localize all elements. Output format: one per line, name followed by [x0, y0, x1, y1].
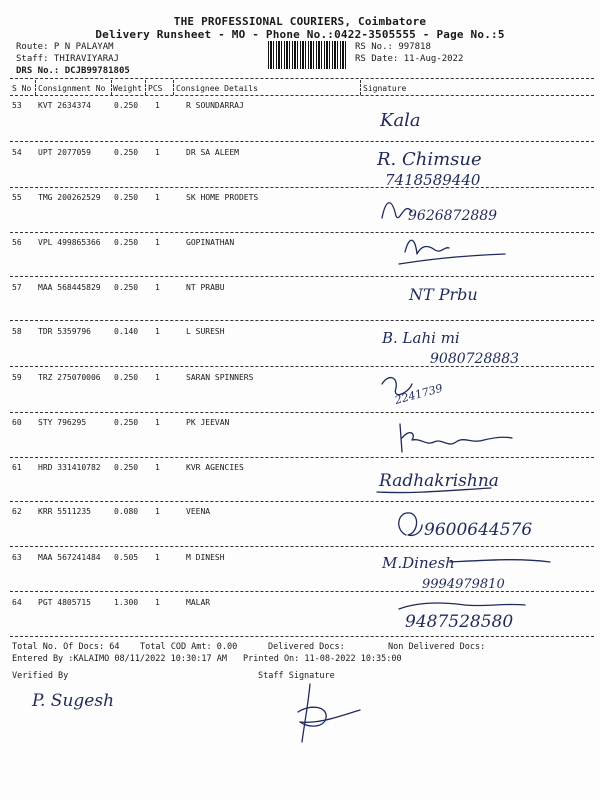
svg-text:9626872889: 9626872889: [408, 208, 498, 224]
row-weight: 0.250: [114, 418, 139, 427]
row-consignment: VPL 499865366: [38, 238, 101, 247]
delivered-docs: Delivered Docs:: [268, 642, 345, 652]
row-sno: 58: [12, 327, 22, 336]
row-consignment: KVT 2634374: [38, 101, 91, 110]
col-header-consignee: Consignee Details: [176, 84, 258, 93]
row-weight: 0.250: [114, 373, 139, 382]
row-sno: 56: [12, 238, 22, 247]
barcode-image: [268, 41, 348, 69]
signature-image: [395, 595, 555, 635]
row-pcs: 1: [155, 553, 160, 562]
svg-text:9080728883: 9080728883: [430, 351, 520, 367]
row-divider: [10, 141, 594, 142]
row-consignment: KRR 5511235: [38, 507, 91, 516]
row-pcs: 1: [155, 507, 160, 516]
staff-label: Staff: THIRAVIYARAJ: [16, 54, 119, 64]
svg-text:7418589440: 7418589440: [385, 171, 481, 189]
row-pcs: 1: [155, 598, 160, 607]
row-consignment: TDR 5359796: [38, 327, 91, 336]
row-consignee: MALAR: [186, 598, 211, 607]
verified-signature-image: [28, 680, 148, 720]
row-consignee: R SOUNDARRAJ: [186, 101, 244, 110]
header-bottom-rule: [10, 95, 594, 96]
signature-image: [395, 232, 515, 272]
row-consignment: TMG 200262529: [38, 193, 101, 202]
row-consignee: SK HOME PRODETS: [186, 193, 259, 202]
col-divider: [360, 80, 361, 95]
row-sno: 59: [12, 373, 22, 382]
non-delivered-docs: Non Delivered Docs:: [388, 642, 486, 652]
row-pcs: 1: [155, 148, 160, 157]
row-weight: 0.250: [114, 148, 139, 157]
row-pcs: 1: [155, 418, 160, 427]
row-consignee: M DINESH: [186, 553, 225, 562]
row-consignment: MAA 567241484: [38, 553, 101, 562]
rs-date: RS Date: 11-Aug-2022: [355, 54, 464, 64]
row-pcs: 1: [155, 101, 160, 110]
row-consignee: GOPINATHAN: [186, 238, 235, 247]
row-weight: 0.080: [114, 507, 139, 516]
row-sno: 54: [12, 148, 22, 157]
row-consignment: STY 796295: [38, 418, 87, 427]
row-consignee: NT PRABU: [186, 283, 225, 292]
row-sno: 64: [12, 598, 22, 607]
entered-by: Entered By :KALAIMO 08/11/2022 10:30:17 AM: [12, 654, 227, 664]
row-weight: 0.250: [114, 463, 139, 472]
company-title: THE PROFESSIONAL COURIERS, Coimbatore: [173, 15, 427, 28]
footer-rule: [10, 636, 594, 637]
row-consignee: KVR AGENCIES: [186, 463, 244, 472]
row-sno: 57: [12, 283, 22, 292]
signature-image: [375, 460, 505, 498]
row-consignee: DR SA ALEEM: [186, 148, 239, 157]
route-label: Route: P N PALAYAM: [16, 42, 114, 52]
svg-text:9600644576: 9600644576: [424, 520, 533, 540]
signature-image: [378, 372, 468, 410]
row-divider: [10, 187, 594, 188]
signature-image: [392, 418, 522, 458]
row-consignee: SARAN SPINNERS: [186, 373, 254, 382]
col-header-weight: Weight: [113, 84, 142, 93]
svg-text:2241739: 2241739: [393, 381, 445, 407]
row-divider: [10, 501, 594, 502]
row-weight: 1.300: [114, 598, 139, 607]
col-header-consignment: Consignment No: [38, 84, 106, 93]
col-header-signature: Signature: [363, 84, 407, 93]
row-sno: 63: [12, 553, 22, 562]
signature-image: [370, 104, 470, 134]
svg-text:9994979810: 9994979810: [422, 577, 505, 592]
printed-on: Printed On: 11-08-2022 10:35:00: [243, 654, 402, 664]
row-pcs: 1: [155, 238, 160, 247]
col-header-sno: S No: [12, 84, 32, 93]
row-consignee: PK JEEVAN: [186, 418, 230, 427]
row-sno: 55: [12, 193, 22, 202]
signature-image: [380, 325, 560, 367]
verified-by-label: Verified By: [12, 671, 69, 681]
col-divider: [173, 80, 174, 95]
svg-text:Radhakrishna: Radhakrishna: [379, 471, 499, 491]
svg-text:R. Chimsue: R. Chimsue: [377, 149, 482, 170]
row-sno: 61: [12, 463, 22, 472]
row-weight: 0.250: [114, 238, 139, 247]
signature-image: [375, 145, 555, 190]
svg-text:Kala: Kala: [380, 110, 421, 131]
row-divider: [10, 412, 594, 413]
col-divider: [145, 80, 146, 95]
row-sno: 60: [12, 418, 22, 427]
row-pcs: 1: [155, 373, 160, 382]
total-docs: Total No. Of Docs: 64: [12, 642, 120, 652]
drs-number: DRS No.: DCJB99781805: [16, 66, 130, 76]
row-divider: [10, 457, 594, 458]
svg-text:9487528580: 9487528580: [405, 612, 514, 632]
row-divider: [10, 591, 594, 592]
header-top-rule: [10, 78, 594, 79]
row-consignee: L SURESH: [186, 327, 225, 336]
row-consignment: MAA 568445829: [38, 283, 101, 292]
row-sno: 62: [12, 507, 22, 516]
signature-image: [392, 505, 542, 547]
col-divider: [111, 80, 112, 95]
row-consignee: VEENA: [186, 507, 211, 516]
rs-number: RS No.: 997818: [355, 42, 431, 52]
staff-signature-label: Staff Signature: [258, 671, 335, 681]
row-pcs: 1: [155, 283, 160, 292]
row-consignment: PGT 4805715: [38, 598, 91, 607]
row-divider: [10, 320, 594, 321]
row-divider: [10, 276, 594, 277]
col-divider: [35, 80, 36, 95]
row-consignment: TRZ 275070006: [38, 373, 101, 382]
row-pcs: 1: [155, 463, 160, 472]
row-divider: [10, 366, 594, 367]
row-pcs: 1: [155, 327, 160, 336]
row-weight: 0.140: [114, 327, 139, 336]
row-divider: [10, 546, 594, 547]
col-header-pcs: PCS: [148, 84, 163, 93]
row-weight: 0.250: [114, 193, 139, 202]
signature-image: [405, 278, 495, 308]
svg-text:P. Sugesh: P. Sugesh: [32, 691, 115, 711]
total-cod: Total COD Amt: 0.00: [140, 642, 238, 652]
row-weight: 0.250: [114, 101, 139, 110]
svg-text:M.Dinesh: M.Dinesh: [382, 554, 455, 572]
row-weight: 0.250: [114, 283, 139, 292]
row-consignment: UPT 2077059: [38, 148, 91, 157]
signature-image: [378, 190, 538, 230]
signature-image: [380, 548, 560, 592]
staff-signature-image: [280, 676, 370, 746]
svg-text:NT Prbu: NT Prbu: [409, 285, 478, 304]
row-sno: 53: [12, 101, 22, 110]
runsheet-subtitle: Delivery Runsheet - MO - Phone No.:0422-3505555 - Page No.:5: [95, 28, 505, 41]
row-pcs: 1: [155, 193, 160, 202]
row-weight: 0.505: [114, 553, 139, 562]
svg-text:B. Lahi mi: B. Lahi mi: [382, 329, 460, 347]
row-consignment: HRD 331410782: [38, 463, 101, 472]
